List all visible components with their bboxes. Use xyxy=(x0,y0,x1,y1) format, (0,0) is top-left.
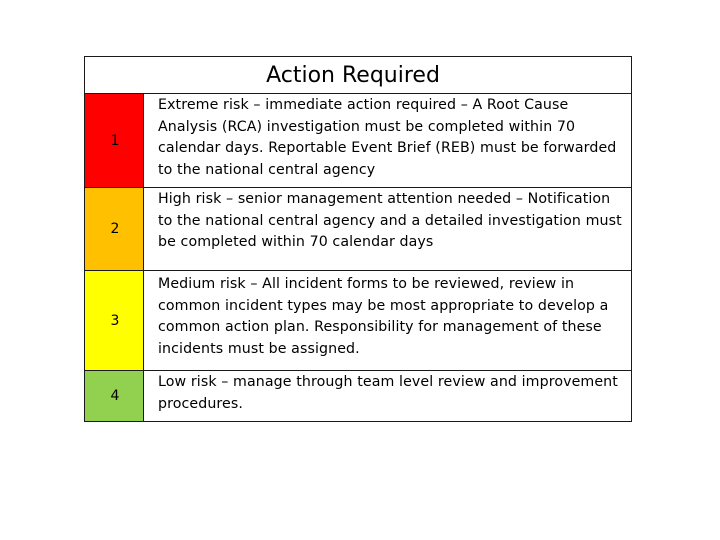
risk-level-number: 1 xyxy=(110,132,120,149)
table-row xyxy=(85,188,631,271)
table-header xyxy=(85,57,631,94)
risk-level-number: 3 xyxy=(110,312,120,329)
risk-level-number: 4 xyxy=(110,388,120,404)
table-row xyxy=(85,371,631,421)
header-title: Action Required xyxy=(266,63,440,88)
action-description: Extreme risk – immediate action required – A Root Cause Analysis (RCA) investigation must be completed within 70 calendar days. Reportable Event Brief (REB) must be forwarded to the national central agency xyxy=(158,97,617,178)
risk-level-number: 2 xyxy=(110,221,120,237)
table-row xyxy=(85,271,631,371)
action-description: Medium risk – All incident forms to be reviewed, review in common incident types may be most appropriate to develop a common action plan. Responsibility for management of these incidents must be assigned. xyxy=(158,276,609,357)
risk-level-cell xyxy=(85,188,144,270)
risk-action-table xyxy=(84,56,632,422)
action-description: Low risk – manage through team level review and improvement procedures. xyxy=(158,374,618,412)
table-row xyxy=(85,94,631,188)
risk-level-cell xyxy=(85,271,144,370)
risk-level-cell xyxy=(85,371,144,421)
action-description: High risk – senior management attention needed – Notification to the national central agency and a detailed investigation must be completed within 70 calendar days xyxy=(158,191,622,250)
risk-level-cell xyxy=(85,94,144,187)
